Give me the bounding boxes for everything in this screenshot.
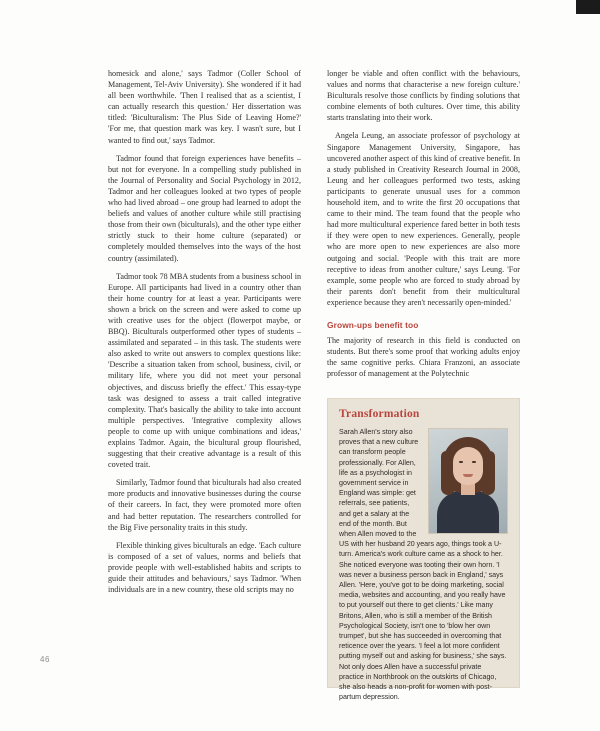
left-column [108,68,301,602]
portrait-photo [428,428,508,534]
sidebar-panel [327,398,520,702]
article-body [108,68,520,702]
corner-mark [576,0,600,14]
sidebar-title: Transformation [339,408,420,420]
paragraph: homesick and alone,' says Tadmor (Coller School of Management, Tel-Aviv University). She wondered if it had all been worthwhile. 'Then I realised that as a scientist, I can actually research this question.' Her dissertation was titled: 'Biculturalism: The Plus Side of Leaving Home?' 'For me, that question mark was key. I wasn't sure, but I wanted to find out,' says Tadmor. [108,69,301,145]
paragraph: The majority of research in this field is conducted on students. But there's some proof that working adults enjoy the same cognitive perks. Chiara Franzoni, an associate professor of management at the Polytechnic [327,335,520,379]
paragraph: Tadmor took 78 MBA students from a business school in Europe. All participants had lived in a country other than their home country for at least a year. Participants were shown a brick on the screen and were asked to come up with creative uses for the object (flowerpot maybe, or BBQ). Biculturals outperformed other types of students – assimilated and separated – in this task. The students were also asked to write out answers to complex questions like: 'Describe a situation taken from school, business, civil, or military life, where you did not meet your personal objectives, and discuss briefly the effect.' This essay-type task was designed to assess a trait called integrative complexity. That's basically the ability to take into account multiple perspectives. 'Integrative complexity allows people to come up with unique combinations and ideas,' explains Tadmor. Again, the bicultural group flourished, suggesting that their creative advantage is a result of this coveted trait. [108,271,301,470]
page-number: 46 [40,655,50,664]
section-subheading: Grown-ups benefit too [327,319,419,330]
sidebar-body-text: Sarah Allen's story also proves that a new culture can transform people professionally. For Allen, life as a psychologist in government service in England was simple: get referrals, see patients, and get a salary at the end of the month. But when Allen moved to the US with her husband 20 years ago, things took a U-turn. America's work culture came as a shock to her. She noticed everyone was tooting their own horn. 'I was never a business person back in England,' says Allen. 'Here, you've got to be doing marketing, social media, websites and accounting, and you really have to put yourself out there to get clients.' Like many Britons, Allen, who is still a member of the British Psychological Society, isn't one to 'blow her own trumpet', but she has succeeded in overcoming that reticence over the years. 'I feel a lot more confident putting myself out and asking for business,' she says. Not only does Allen have a successful private practice in Northbrook on the outskirts of Chicago, she also heads a non-profit for women with post-partum depression. [339,428,507,702]
paragraph: longer be viable and often conflict with the behaviours, values and norms that characterise a new foreign culture.' Biculturals resolve those conflicts by finding solutions that combine elements of both cultures. Over time, this ability starts translating into their work. [327,69,520,123]
paragraph: Similarly, Tadmor found that biculturals had also created more products and innovative businesses during the course of their careers. In fact, they were promoted more often and had better reputation. The researchers controlled for the Big Five personality traits in this study. [108,478,301,532]
paragraph: Flexible thinking gives biculturals an edge. 'Each culture is composed of a set of values, norms and beliefs that provide people with well-established habits and scripts to guide their attitudes and behaviours,' says Tadmor. 'When individuals are in a new country, these old scripts may no [108,540,301,595]
paragraph: Angela Leung, an associate professor of psychology at Singapore Management University, Singapore, has uncovered another aspect of this kind of creative benefit. In a study published in Creativity Research Journal in 2008, Leung and her colleagues performed two tests, asking participants to generate unusual uses for a common household item, and to write the first 20 occupations that came to their mind. The team found that the people who had more multicultural experience fared better in both tests if they were open to new experiences. Generally, people who are more open to new experiences are also more outgoing and social. 'People with this trait are more receptive to ideas from another culture,' says Leung. 'For example, some people who are forced to study abroad by their parents don't benefit from their multicultural experience because they aren't necessarily open-minded.' [327,131,520,307]
right-column [327,68,520,386]
paragraph: Tadmor found that foreign experiences have benefits – but not for everyone. In a compelling study published in the Journal of Personality and Social Psychology in 2012, Tadmor and her colleagues looked at two types of people who had lived abroad – one group had learned to adopt the beliefs and values of another culture while still practising those from their own (biculturals), and the other type either strictly stuck to their home culture (separated) or completely moulded themselves into the ways of the host country (assimilated). [108,153,301,263]
